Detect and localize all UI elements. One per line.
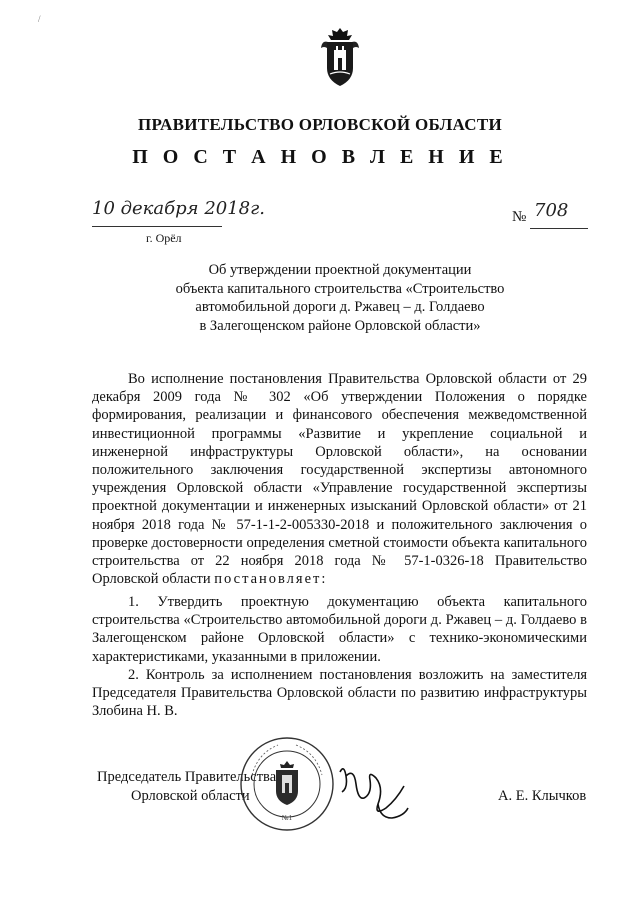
subject-line: автомобильной дороги д. Ржавец – д. Голдаево	[195, 299, 485, 315]
date-underline	[92, 226, 222, 227]
document-type-heading: П О С Т А Н О В Л Е Н И Е	[132, 146, 508, 168]
decree-item-1: 1. Утвердить проектную документацию объекта капитального строительства «Строительство автомобильной дороги д. Ржавец – д. Голдаево в Залегощенском районе Орловской области» с технико-экономическими характеристиками, указанными в приложении.	[92, 594, 587, 665]
handwritten-signature	[334, 758, 414, 828]
preamble-text: Во исполнение постановления Правительства Орловской области от 29 декабря 2009 года № 302 «Об утверждении Положения о порядке формирования, реализации и финансового обеспечения межведомственной инвестиционной программы «Развитие и укрепление социальной и инженерной инфраструктуры Орловской области», на основании положительного заключения государственной экспертизы автономного учреждения Орловской области «Управление государственной экспертизы проектной документации и инженерных изысканий Орловской области» от 21 ноября 2018 года № 57-1-1-2-005330-2018 и положительного заключения о проверке достоверности определения сметной стоимости объекта капитального строительства от 22 ноября 2018 года № 57-1-0326-18 Правительство Орловской области	[92, 371, 587, 588]
subject-line: в Залегощенском районе Орловской области»	[199, 317, 481, 334]
document-subject	[130, 261, 550, 335]
signatory-position-line1: Председатель Правительства	[97, 769, 277, 785]
number-sign: №	[512, 209, 527, 225]
decree-word: постановляет:	[214, 571, 328, 588]
seal-number: №1	[281, 814, 293, 822]
coat-of-arms-emblem	[318, 26, 362, 88]
document-number: 708	[534, 200, 569, 221]
document-date: 10 декабря 2018г.	[92, 198, 265, 219]
signatory-position-line2: Орловской области	[131, 788, 250, 804]
subject-line: Об утверждении проектной документации	[208, 262, 472, 278]
corner-mark: /	[38, 14, 41, 24]
subject-line: объекта капитального строительства «Строительство	[175, 280, 505, 297]
official-seal-stamp	[238, 735, 336, 833]
signatory-name: А. Е. Клычков	[498, 788, 587, 804]
government-title: ПРАВИТЕЛЬСТВО ОРЛОВСКОЙ ОБЛАСТИ	[137, 115, 503, 134]
number-underline	[530, 228, 588, 229]
decree-item-2: 2. Контроль за исполнением постановления возложить на заместителя Председателя Правительства Орловской области по развитию инфраструктуры Злобина Н. В.	[92, 667, 587, 720]
document-city: г. Орёл	[146, 231, 182, 245]
preamble-paragraph	[92, 370, 587, 588]
